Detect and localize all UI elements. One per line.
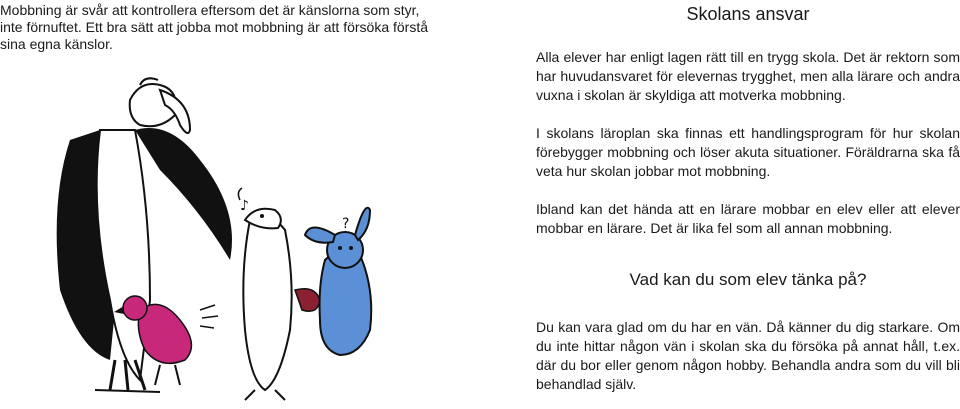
section-title: Skolans ansvar [686, 4, 810, 24]
cartoon-illustration [40, 60, 420, 405]
subheading: Vad kan du som elev tänka på? [629, 270, 867, 289]
paragraph-2: I skolans läroplan ska finnas ett handlingsprogram för hur skolan förebygger mobbning och löser akuta situationer. Föräldrarna ska få veta hur skolan jobbar mot mobbning. [536, 125, 960, 179]
paragraph-1: Alla elever har enligt lagen rätt till en trygg skola. Det är rektorn som har huvudansvaret för elevernas trygghet, men alla lärare och andra vuxna i skolan är skyldiga att motverka mobbning. [536, 49, 960, 103]
final-paragraph: Du kan vara glad om du har en vän. Då känner du dig starkare. Om du inte hittar någon vän i skolan ska du försöka på annat håll, t.ex. där du bor eller genom någon hobby. Behandla andra som du vill bli behandlad själv. [536, 319, 960, 392]
blue-rabbit-figure [305, 208, 371, 355]
svg-text:♪: ♪ [240, 198, 249, 214]
weasel-figure [238, 188, 320, 400]
svg-text:?: ? [342, 216, 350, 232]
intro-text: Mobbning är svår att kontrollera eftersom det är känslorna som styr, inte förnuftet. Ett bra sätt att jobba mot mobbning är att försöka förstå sina egna känslor. [0, 2, 429, 52]
paragraph-3: Ibland kan det hända att en lärare mobbar en elev eller att elever mobbar en lärare. Det är lika fel som all annan mobbning. [536, 201, 960, 236]
